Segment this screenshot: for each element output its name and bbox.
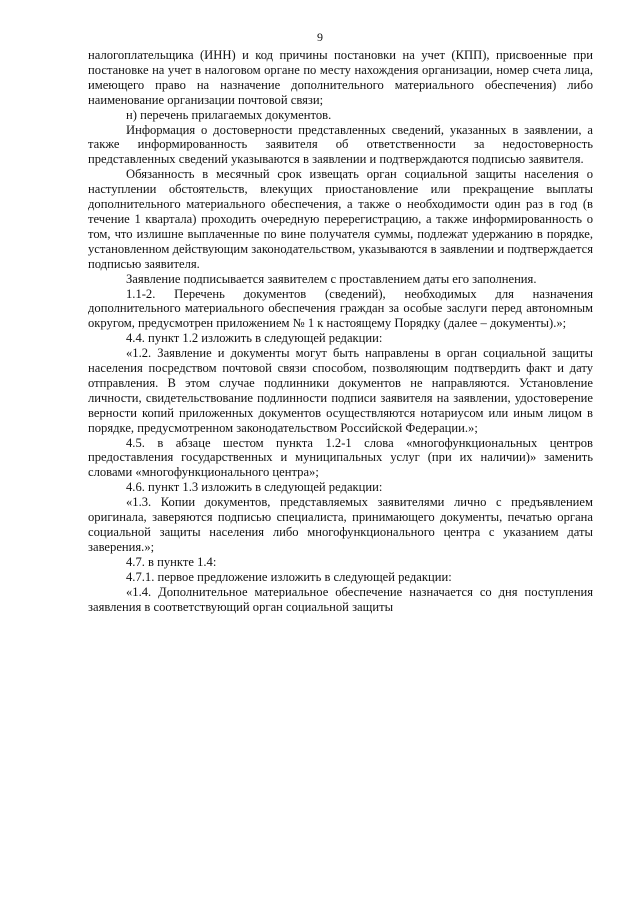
paragraph-information: Информация о достоверности представленных сведений, указанных в заявлении, а также информированность заявителя об ответственности за недостоверность представленных сведений указываются в заявлении и подтверждаются подписью заявителя. [88,122,593,167]
paragraph-4-4: 4.4. пункт 1.2 изложить в следующей редакции: [126,331,383,346]
paragraph-1-2-quote: «1.2. Заявление и документы могут быть направлены в орган социальной защиты населения посредством почтовой связи способом, позволяющим подтвердить факт и дату отправления. В этом случае подлинники документов не направляются. Установление личности, свидетельствование подлинности подписи заявителя на заявлении, удостоверение верности копий приложенных документов осуществляются нотариусом или иным лицом в порядке, предусмотренном законодательством Российской Федерации.»; [88,346,593,435]
paragraph-1-3-quote: «1.3. Копии документов, представляемых заявителями лично с предъявлением оригинала, заверяются подписью специалиста, принимающего документы, печатью органа социальной защиты населения либо многофункционального центра с указанием даты заверения.»; [88,495,593,554]
paragraph-4-5: 4.5. в абзаце шестом пункта 1.2-1 слова «многофункциональных центров предоставления государственных и муниципальных услуг (при их наличии)» заменить словами «многофункционального центра»; [88,435,593,480]
paragraph-4-7: 4.7. в пункте 1.4: [126,554,217,569]
paragraph-4-6: 4.6. пункт 1.3 изложить в следующей редакции: [126,480,383,495]
document-body [88,48,593,614]
paragraph-4-7-1: 4.7.1. первое предложение изложить в следующей редакции: [126,569,452,584]
paragraph-item-n: н) перечень прилагаемых документов. [126,107,332,122]
paragraph-continuation: налогоплательщика (ИНН) и код причины постановки на учет (КПП), присвоенные при постановке на учет в налоговом органе по месту нахождения организации, номер счета лица, имеющего право на назначение дополнительного материального обеспечения) либо наименование организации почтовой связи; [88,48,593,107]
paragraph-obligation: Обязанность в месячный срок извещать орган социальной защиты населения о наступлении обстоятельств, влекущих приостановление или прекращение выплаты дополнительного материального обеспечения, а также о необходимости один раз в год (в течение 1 квартала) проходить очередную перерегистрацию, а также информированность о том, что излишне выплаченные по вине получателя суммы, подлежат удержанию в порядке, установленном действующим законодательством, указываются в заявлении и подтверждается подписью заявителя. [88,167,593,271]
paragraph-1-4-quote: «1.4. Дополнительное материальное обеспечение назначается со дня поступления заявления в соответствующий орган социальной защиты [88,584,593,614]
page-number: 9 [317,30,323,44]
paragraph-1-1-2: 1.1-2. Перечень документов (сведений), необходимых для назначения дополнительного материального обеспечения граждан за особые заслуги перед автономным округом, предусмотрен приложением № 1 к настоящему Порядку (далее – документы).»; [88,286,593,331]
paragraph-signature: Заявление подписывается заявителем с проставлением даты его заполнения. [126,271,537,286]
